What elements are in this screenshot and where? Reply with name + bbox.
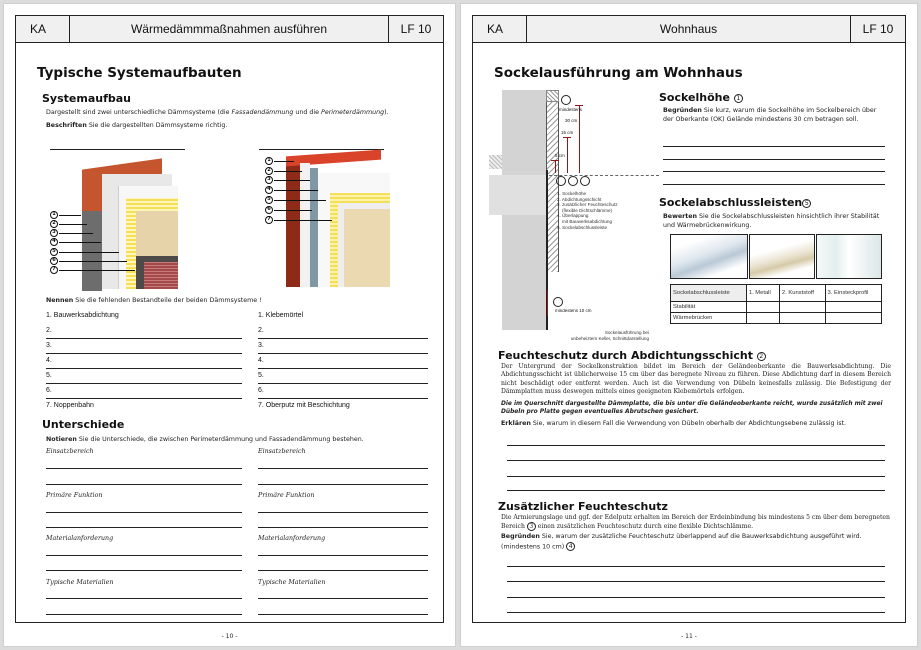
page-header: [16, 16, 443, 43]
dim-label-10cm: mindestens 10 cm: [555, 308, 592, 313]
page-10: [3, 3, 456, 647]
table-row: [671, 313, 882, 324]
answer-line[interactable]: [258, 398, 428, 399]
leader-line: [274, 180, 310, 181]
answer-line[interactable]: [507, 490, 885, 491]
answer-line[interactable]: [258, 468, 428, 469]
category-label: Primäre Funktion: [46, 492, 103, 499]
task-verb: Begründen: [663, 107, 702, 114]
label-marker: 2: [50, 220, 58, 228]
answer-line[interactable]: [46, 555, 242, 556]
label-marker: 7: [50, 266, 58, 274]
leader-line: [59, 270, 135, 271]
leader-line: [59, 224, 87, 225]
leisten-evaluation-table: [670, 284, 882, 324]
page-title: Typische Systemaufbauten: [37, 65, 242, 81]
category-label: Einsatzbereich: [258, 448, 306, 455]
task-verb: Nennen: [46, 297, 74, 304]
answer-line[interactable]: [258, 598, 428, 599]
marker-circle: [561, 95, 571, 105]
dimension-30cm: [579, 105, 580, 173]
table-cell-input[interactable]: [779, 313, 825, 324]
task-rest: Sie die Unterschiede, die zwischen Perimeterdämmung und Fassadendämmung bestehen.: [76, 436, 364, 443]
task-rest: Sie die fehlenden Bestandteile der beiden Dämmsysteme !: [73, 297, 262, 304]
label-marker: 3: [50, 229, 58, 237]
task-sockelhoehe: [663, 107, 885, 124]
legend-item: 1. Sockelhöhe: [557, 191, 587, 196]
floor-slab-insulation: [489, 155, 502, 169]
header-code: KA: [473, 16, 527, 42]
caption-line: unbeheiztem Keller, Schnittdarstellung: [570, 335, 649, 341]
label-marker: 5: [265, 196, 273, 204]
concrete-wall: [82, 211, 102, 291]
leader-line: [274, 210, 312, 211]
category-label: Primäre Funktion: [258, 492, 315, 499]
task-rest: Sie kurz, warum die Sockelhöhe im Sockelbereich über der Oberkante (OK) Gelände mindestens 30 cm betragen soll.: [663, 107, 877, 123]
task-verb: Erklären: [501, 420, 531, 427]
marker-circle: [580, 176, 590, 186]
answer-line[interactable]: [507, 445, 885, 446]
page-11: [460, 3, 918, 647]
answer-line[interactable]: [663, 146, 885, 147]
answer-line[interactable]: [46, 512, 242, 513]
section-heading-systemaufbau: Systemaufbau: [42, 92, 131, 105]
label-marker: 4: [50, 238, 58, 246]
legend-item: 2. Abdichtungsschicht: [557, 196, 602, 202]
leader-line: [59, 215, 81, 216]
table-cell-input[interactable]: [825, 302, 881, 313]
legend-item: mit Bauwerksabdichtung: [562, 218, 613, 224]
dim-label-mindestens: mindestens: [559, 107, 583, 112]
answer-line[interactable]: [46, 570, 242, 571]
label-marker: 5: [50, 248, 58, 256]
category-label: Typische Materialien: [258, 579, 326, 586]
answer-line-figure-left[interactable]: [50, 149, 185, 150]
product-image-metal: [670, 234, 748, 279]
leader-line: [274, 220, 332, 221]
section-heading-unterschiede: Unterschiede: [42, 418, 125, 431]
answer-line[interactable]: [258, 570, 428, 571]
marker-4-icon: 4: [566, 542, 575, 551]
answer-line[interactable]: [46, 484, 242, 485]
list-item: 7. Noppenbahn: [46, 402, 94, 409]
task-begruenden: [501, 533, 893, 552]
answer-line[interactable]: [46, 614, 242, 615]
label-marker: 7: [265, 216, 273, 224]
task-rest: Sie die dargestellten Dämmsysteme richtig.: [86, 122, 228, 129]
product-image-insert-profile: [816, 234, 882, 279]
header-title: Wohnhaus: [527, 16, 851, 42]
marker-2-icon: 2: [757, 352, 766, 361]
list-item: 4.: [258, 357, 264, 364]
answer-line[interactable]: [507, 460, 885, 461]
header-lf: LF 10: [400, 22, 432, 36]
answer-line[interactable]: [46, 527, 242, 528]
answer-line[interactable]: [663, 171, 885, 172]
task-notieren: [46, 436, 364, 445]
task-erklaeren: [501, 420, 891, 429]
intro-part: Dargestellt sind zwei unterschiedliche Dämmsysteme (die: [46, 109, 232, 116]
intro-text: [46, 109, 446, 118]
upper-insulation: [546, 90, 559, 102]
intro-part: und die: [293, 109, 322, 116]
table-header-row: [671, 285, 882, 302]
product-image-plastic: [749, 234, 815, 279]
table-row: [671, 302, 882, 313]
answer-line[interactable]: [507, 476, 885, 477]
task-verb: Beschriften: [46, 122, 87, 129]
answer-line[interactable]: [507, 597, 885, 598]
list-item: 6.: [46, 387, 52, 394]
dimension-tick: [563, 137, 571, 138]
task-rest: Sie, warum der zusätzliche Feuchteschutz überlappend auf die Bauwerksabdichtung ausgeführt wird. (mindestens 10 cm): [501, 533, 862, 550]
marker-circle: [553, 297, 563, 307]
table-cell-input[interactable]: [746, 313, 779, 324]
zusatz-body: [501, 514, 891, 532]
page-number: - 11 -: [681, 633, 697, 640]
list-item: 4.: [46, 357, 52, 364]
ground-level-line: [549, 175, 659, 176]
answer-line[interactable]: [258, 527, 428, 528]
marker-circle: [568, 176, 578, 186]
task-leisten: [663, 213, 885, 230]
dimension-5cm: [555, 160, 556, 173]
answer-line[interactable]: [258, 368, 428, 369]
label-marker: 6: [265, 206, 273, 214]
plaster-finish: [136, 211, 178, 256]
header-code: KA: [16, 16, 70, 42]
dimension-10cm: [547, 290, 548, 316]
category-label: Materialanforderung: [46, 535, 114, 542]
answer-line[interactable]: [663, 159, 885, 160]
legend-item: (flexible Dichtschlämme): [562, 207, 613, 213]
leader-line: [59, 242, 101, 243]
leader-line: [274, 200, 326, 201]
list-item: 6.: [258, 387, 264, 394]
label-marker: 2: [265, 167, 273, 175]
answer-line[interactable]: [46, 468, 242, 469]
label-marker: 6: [50, 257, 58, 265]
list-item: 5.: [258, 372, 264, 379]
label-marker: 1: [265, 157, 273, 165]
answer-line[interactable]: [258, 512, 428, 513]
legend-item: 5. Sockelabschlussleiste: [557, 224, 608, 230]
answer-line[interactable]: [258, 555, 428, 556]
answer-line[interactable]: [663, 184, 885, 185]
adhesive-layer: [300, 163, 310, 287]
task-verb: Begründen: [501, 533, 540, 540]
list-item: 5.: [46, 372, 52, 379]
table-header-cell: 3. Einsteckprofil: [825, 285, 881, 302]
answer-line[interactable]: [46, 383, 242, 384]
page-frame: [472, 15, 906, 623]
legend-item: 4. Überlappung: [557, 213, 589, 219]
insulation-board: [310, 168, 318, 287]
soil-section: [144, 262, 178, 289]
marker-5-icon: 5: [802, 199, 811, 208]
page-header: [473, 16, 905, 43]
dimension-tick: [575, 105, 583, 106]
dimension-tick: [551, 160, 559, 161]
answer-line[interactable]: [46, 353, 242, 354]
leader-line: [274, 161, 294, 162]
list-item: 3.: [46, 342, 52, 349]
heading-text: Feuchteschutz durch Abdichtungsschicht: [498, 349, 753, 362]
page-title: Sockelausführung am Wohnhaus: [494, 65, 743, 81]
table-cell-input[interactable]: [825, 313, 881, 324]
section-heading-sockelabschlussleisten: [659, 196, 811, 209]
table-header-cell: 1. Metall: [746, 285, 779, 302]
leader-line: [59, 252, 119, 253]
category-label: Typische Materialien: [46, 579, 114, 586]
answer-line[interactable]: [258, 484, 428, 485]
table-cell-input[interactable]: [779, 302, 825, 313]
header-lf: LF 10: [862, 22, 894, 36]
answer-line[interactable]: [46, 398, 242, 399]
body-part: Die Armierungslage und ggf. der Edelputz erhalten im Bereich der Erdeinbindung bis mindestens 5 cm über dem beregneten Bereich: [501, 514, 890, 531]
intro-em-perimeter: Perimeterdämmung: [321, 109, 385, 116]
label-marker: 3: [265, 176, 273, 184]
leader-line: [274, 190, 318, 191]
marker-1-icon: 1: [734, 94, 743, 103]
answer-line[interactable]: [507, 612, 885, 613]
task-rest: Sie die Sockelabschlussleisten hinsichtlich ihrer Stabilität und Wärmebrückenwirkung.: [663, 213, 880, 229]
answer-line[interactable]: [258, 353, 428, 354]
answer-line[interactable]: [258, 338, 428, 339]
answer-line[interactable]: [507, 581, 885, 582]
ceiling-slab: [489, 175, 546, 215]
table-cell-input[interactable]: [746, 302, 779, 313]
section-heading-sockelhoehe: [659, 91, 743, 104]
marker-3-icon: 3: [527, 522, 536, 531]
section-heading-feuchteschutz: [498, 349, 766, 362]
list-item: 3.: [258, 342, 264, 349]
marker-circle: [556, 176, 566, 186]
diagram-legend: [557, 191, 618, 230]
list-item: 2.: [258, 327, 264, 334]
answer-line[interactable]: [507, 566, 885, 567]
feuchteschutz-body: Der Untergrund der Sockelkonstruktion bildet im Bereich der Geländeoberkante die Bauwerksabdichtung. Die Abdichtungsschicht ist üblicherweise 15 cm über das beregnete Niveau zu führen. Diese Abdichtung darf in diesem Bereich nicht beschädigt oder entfernt werden. Auch ist die Verwendung von Dübeln keinesfalls zulässig. Die Befestigung der Dämmplatten muss deswegen mittels eines geeigneten Klebemörtels erfolgen.: [501, 363, 891, 395]
answer-line[interactable]: [46, 598, 242, 599]
label-marker: 1: [50, 211, 58, 219]
page-frame: [15, 15, 444, 623]
plinth-section-diagram: [489, 90, 659, 348]
list-item: 1. Klebemörtel: [258, 312, 304, 319]
list-item: 1. Bauwerksabdichtung: [46, 312, 119, 319]
task-beschriften: [46, 122, 227, 131]
intro-em-fassade: Fassadendämmung: [231, 109, 294, 116]
intro-part: ).: [384, 109, 389, 116]
heading-text: Sockelhöhe: [659, 91, 730, 104]
legend-item: 3. zusätzlicher Feuchteschutz: [557, 202, 618, 208]
table-header-cell: 2. Kunststoff: [779, 285, 825, 302]
diagram-caption: [519, 330, 649, 341]
page-number: - 10 -: [221, 633, 238, 640]
row-label: Wärmebrücken: [671, 313, 747, 324]
task-verb: Bewerten: [663, 213, 698, 220]
plaster-finish: [344, 209, 390, 287]
list-item: 2.: [46, 327, 52, 334]
section-heading-zusatz: Zusätzlicher Feuchteschutz: [498, 500, 668, 513]
leader-line: [59, 261, 127, 262]
answer-line[interactable]: [46, 338, 242, 339]
row-label: Stabilität: [671, 302, 747, 313]
dim-label-30cm: 30 cm: [565, 118, 578, 123]
dim-label-15cm: 15 cm: [561, 130, 574, 135]
category-label: Einsatzbereich: [46, 448, 94, 455]
table-header-cell: Sockelabschlussleiste: [671, 285, 747, 302]
brick-wall: [286, 157, 300, 287]
category-label: Materialanforderung: [258, 535, 326, 542]
list-item: 7. Oberputz mit Beschichtung: [258, 402, 350, 409]
leader-line: [274, 171, 302, 172]
caption-line: Sockelausführung bei: [604, 330, 649, 335]
label-marker: 4: [265, 186, 273, 194]
answer-line[interactable]: [46, 368, 242, 369]
answer-line[interactable]: [258, 383, 428, 384]
leader-line: [59, 233, 93, 234]
header-title: Wärmedämmmaßnahmen ausführen: [70, 16, 389, 42]
task-verb: Notieren: [46, 436, 77, 443]
task-rest: Sie, warum in diesem Fall die Verwendung von Dübeln oberhalb der Abdichtungsebene zulässig ist.: [530, 420, 847, 427]
heading-text: Sockelabschlussleisten: [659, 196, 803, 209]
task-nennen: [46, 297, 262, 306]
answer-line[interactable]: [258, 614, 428, 615]
feuchteschutz-note: Die im Querschnitt dargestellte Dämmplatte, die bis unter die Geländeoberkante reicht, wurde zusätzlich mit zwei Dübeln pro Platte gegen eventuelles Abrutschen gesichert.: [501, 401, 883, 415]
body-part: einen zusätzlichen Feuchteschutz durch eine flexible Dichtschlämme.: [535, 523, 754, 531]
dim-label-5cm: 5 cm: [555, 153, 565, 158]
dimension-15cm: [567, 137, 568, 173]
